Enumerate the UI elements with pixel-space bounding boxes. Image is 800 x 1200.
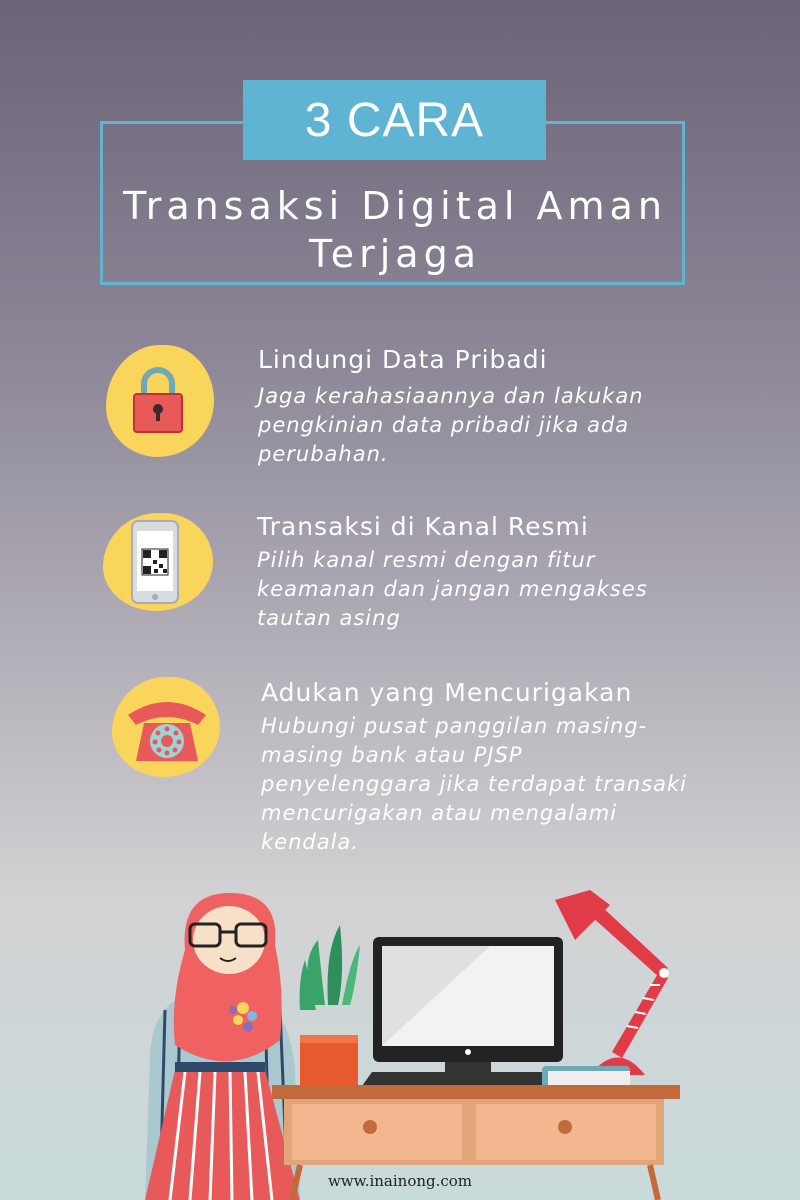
- page-title: 3 CARA: [304, 93, 485, 147]
- item-desc-2: Pilih kanal resmi dengan fitur keamanan dan jangan mengakses tautan asing: [257, 548, 648, 630]
- computer-monitor: [362, 937, 570, 1086]
- page-subtitle: Transaksi Digital Aman Terjaga: [123, 184, 667, 276]
- item-desc-3: Hubungi pusat panggilan masing-masing bank atau PJSP penyelenggara jika terdapat transaki mencurigakan atau mengalami kendala.: [261, 714, 687, 854]
- item-title-2: Transaksi di Kanal Resmi: [257, 512, 589, 541]
- plant-pot: [300, 925, 360, 1088]
- item-desc-1: Jaga kerahasiaannya dan lakukan pengkinian data pribadi jika ada perubahan.: [258, 384, 644, 466]
- girl-figure: [145, 893, 300, 1200]
- footer-website: www.inainong.com: [327, 1172, 473, 1190]
- item-title-1: Lindungi Data Pribadi: [258, 345, 548, 374]
- desk-lamp: [555, 890, 669, 1075]
- item-title-3: Adukan yang Mencurigakan: [261, 678, 633, 707]
